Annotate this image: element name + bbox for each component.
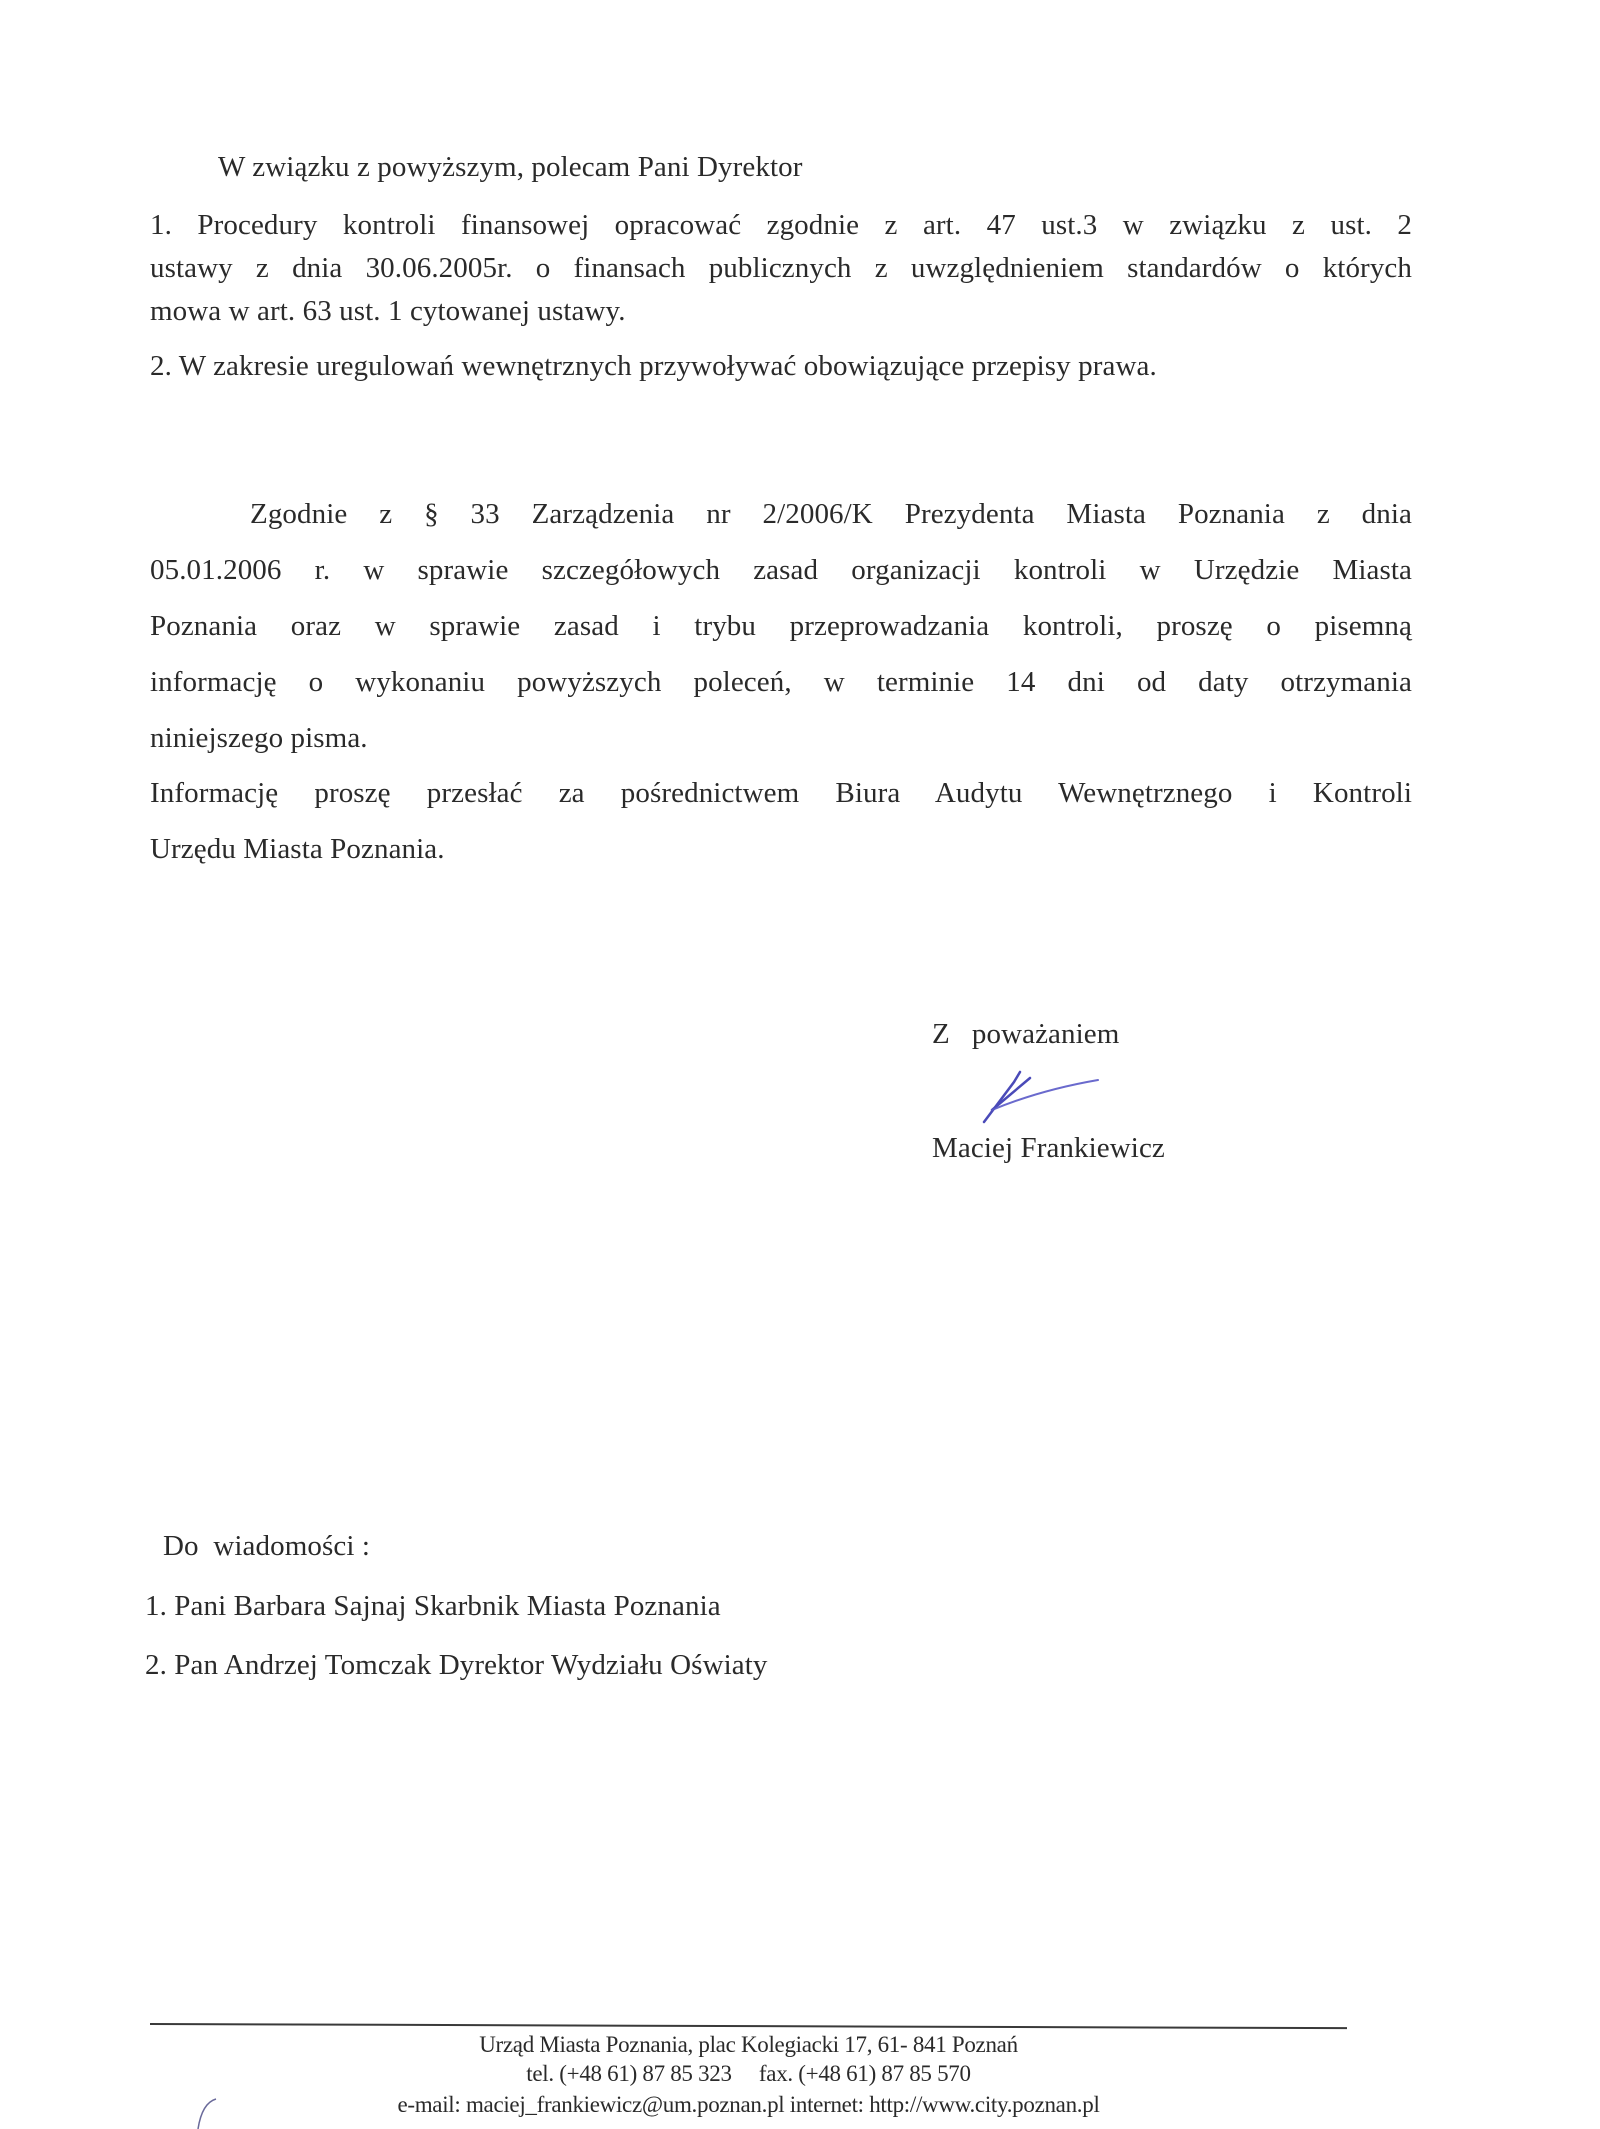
instruction-2-line-1: 2. W zakresie uregulowań wewnętrznych przywoływać obowiązujące przepisy prawa. [150, 350, 1157, 382]
instruction-1-line-1: 1. Procedury kontroli finansowej opracować zgodnie z art. 47 ust.3 w związku z ust. 2 [150, 209, 1412, 241]
closing-salutation: Z poważaniem [932, 1018, 1120, 1050]
pen-stroke-icon [190, 2095, 230, 2129]
request-line-5: niniejszego pisma. [150, 722, 368, 754]
signature-icon [970, 1060, 1130, 1130]
footer-address: Urząd Miasta Poznania, plac Kolegiacki 17, 61- 841 Poznań [479, 2032, 1018, 2057]
footer-contact: e-mail: maciej_frankiewicz@um.poznan.pl internet: http://www.city.poznan.pl [397, 2092, 1100, 2117]
intro-line: W związku z powyższym, polecam Pani Dyrektor [218, 151, 803, 183]
instruction-1-line-2: ustawy z dnia 30.06.2005r. o finansach publicznych z uwzględnieniem standardów o których [150, 252, 1412, 284]
cc-heading: Do wiadomości : [163, 1530, 370, 1562]
instruction-1-line-3: mowa w art. 63 ust. 1 cytowanej ustawy. [150, 295, 626, 327]
request-line-2: 05.01.2006 r. w sprawie szczegółowych zasad organizacji kontroli w Urzędzie Miasta [150, 554, 1412, 586]
forward-line-1: Informację proszę przesłać za pośrednictwem Biura Audytu Wewnętrznego i Kontroli [150, 777, 1412, 809]
footer-divider [150, 2023, 1347, 2029]
cc-recipient: 1. Pani Barbara Sajnaj Skarbnik Miasta Poznania [145, 1590, 721, 1622]
cc-recipient: 2. Pan Andrzej Tomczak Dyrektor Wydziału Oświaty [145, 1649, 768, 1681]
request-line-1: Zgodnie z § 33 Zarządzenia nr 2/2006/K Prezydenta Miasta Poznania z dnia [250, 498, 1412, 530]
request-line-3: Poznania oraz w sprawie zasad i trybu przeprowadzania kontroli, proszę o pisemną [150, 610, 1412, 642]
forward-line-2: Urzędu Miasta Poznania. [150, 833, 445, 865]
request-line-4: informację o wykonaniu powyższych poleceń, w terminie 14 dni od daty otrzymania [150, 666, 1412, 698]
footer-phone: tel. (+48 61) 87 85 323 fax. (+48 61) 87 85 570 [526, 2061, 971, 2086]
signatory-name: Maciej Frankiewicz [932, 1132, 1165, 1164]
